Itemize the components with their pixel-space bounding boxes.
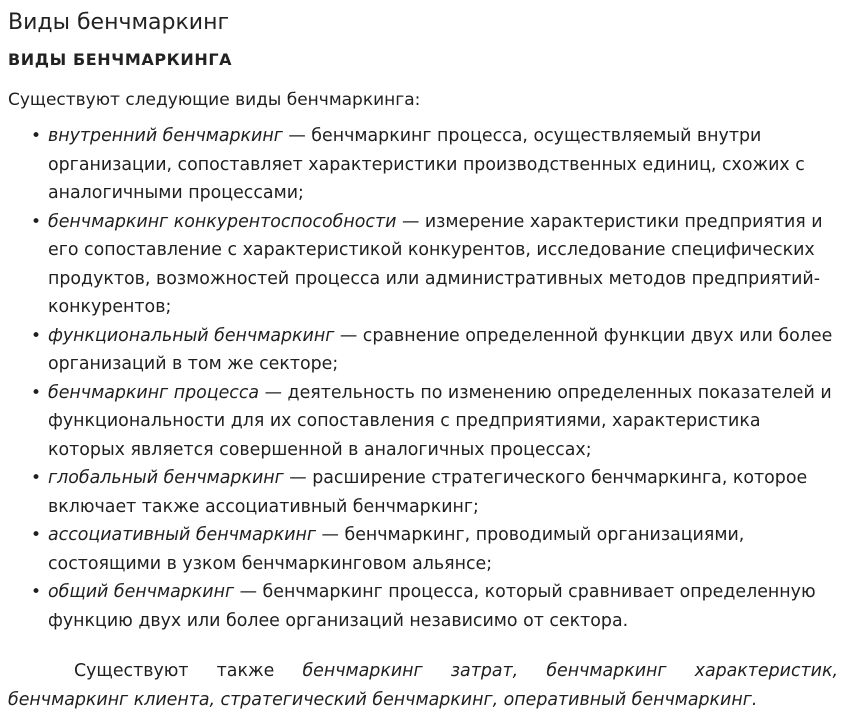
bullet-icon: • [31,382,42,403]
closing-terms: бенчмаркинг затрат, бенчмаркинг характеристик, бенчмаркинг клиента, стратегический бенчмаркинг, оперативный бенчмаркинг. [8,661,838,710]
bullet-icon: • [31,525,42,545]
list-item [31,122,838,208]
list-item-term: глобальный бенчмаркинг [48,468,284,488]
list-item-text: — бенчмаркинг, проводимый организациями, состоящими в узком бенчмаркинговом альянсе; [48,525,745,574]
list-item [31,322,838,379]
list-item [31,521,838,578]
list-item [31,379,838,465]
list-item-term: бенчмаркинг процесса [48,382,260,403]
closing-lead: Существуют также [74,661,303,681]
bullet-icon: • [31,582,42,602]
bullet-icon: • [31,211,42,232]
page-title: Виды бенчмаркинг [8,10,230,35]
intro-paragraph: Существуют следующие виды бенчмаркинга: [8,90,421,110]
list-item-text: — бенчмаркинг процесса, который сравнивает определенную функцию двух или более организаций независимо от сектора. [48,582,816,631]
bullet-icon: • [31,468,42,488]
list-item [31,208,838,322]
list-item-text: — бенчмаркинг процесса, осуществляемый внутри организации, сопоставляет характеристики производственных единиц, схожих с аналогичными процессами; [48,126,805,203]
list-item-term: внутренний бенчмаркинг [48,126,283,146]
list-item-text: — сравнение определенной функции двух или более организаций в том же секторе; [48,325,833,374]
list-item-text: — расширение стратегического бенчмаркинга, которое включает также ассоциативный бенчмаркинг; [48,468,808,517]
list-item-term: функциональный бенчмаркинг [48,325,335,346]
list-item-text: — деятельность по изменению определенных показателей и функциональности для их сопоставления с предприятиями, характеристика которых является совершенной в аналогичных процессах; [48,382,832,460]
bullet-icon: • [31,325,42,346]
benchmarking-types-list [8,122,838,635]
section-heading: ВИДЫ БЕНЧМАРКИНГА [8,50,233,69]
bullet-icon: • [31,126,42,146]
list-item-term: общий бенчмаркинг [48,582,235,602]
list-item [31,464,838,521]
closing-paragraph [8,657,838,714]
list-item [31,578,838,635]
list-item-term: бенчмаркинг конкурентоспособности [48,211,397,232]
list-item-text: — измерение характеристики предприятия и его сопоставление с характеристикой конкурентов, исследование специфических продуктов, возможностей процесса или административных методов предприятий-конкурентов; [48,211,823,317]
list-item-term: ассоциативный бенчмаркинг [48,525,317,545]
